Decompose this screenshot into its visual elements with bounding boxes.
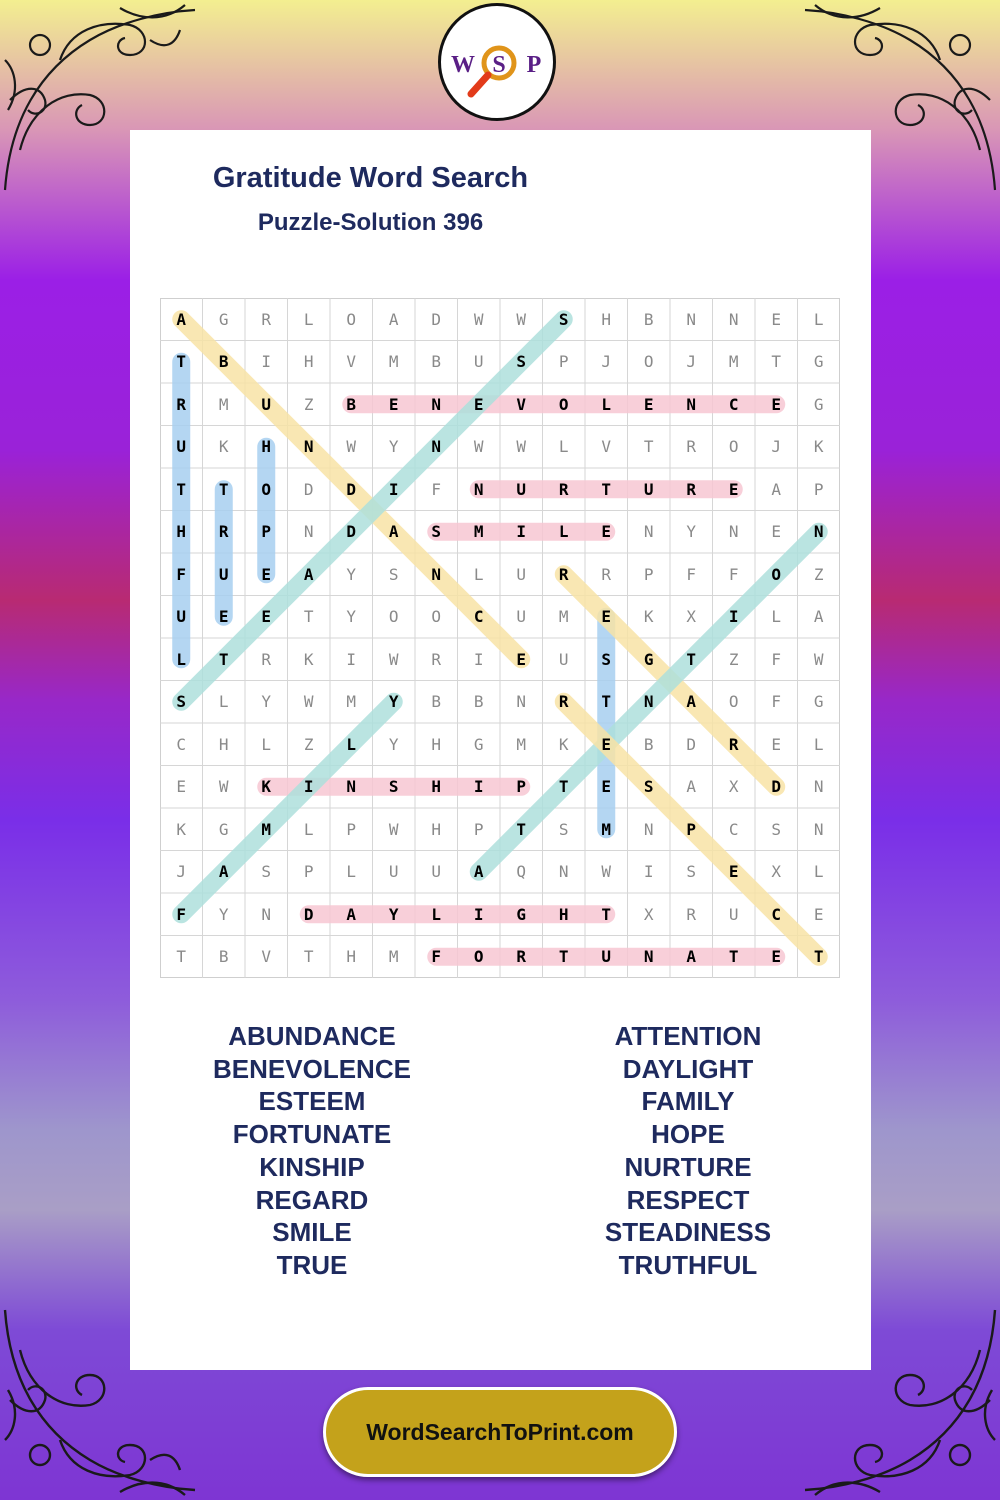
grid-cell: P [813,479,824,499]
word-list-item: ESTEEM [258,1086,366,1117]
grid-cell: A [388,309,399,329]
grid-cell: D [431,309,442,329]
grid-cell: X [686,607,697,627]
grid-cell: R [176,394,187,414]
grid-cell: H [558,904,569,924]
grid-cell: R [261,649,272,669]
wsp-logo [438,3,556,121]
grid-cell: U [261,394,272,414]
grid-cell: V [346,352,357,372]
grid-cell: W [388,819,399,839]
grid-cell: I [303,777,314,797]
grid-cell: M [473,522,484,542]
grid-cell: V [516,394,527,414]
grid-cell: K [303,649,314,669]
grid-cell: O [388,607,399,627]
grid-cell: K [176,819,187,839]
grid-cell: I [643,862,654,882]
word-list-left [162,1020,462,1282]
grid-cell: T [771,352,782,372]
grid-cell: A [771,479,782,499]
grid-cell: P [303,862,314,882]
grid-cell: T [516,819,527,839]
grid-cell: F [686,564,697,584]
grid-cell: A [813,607,824,627]
grid-cell: I [261,352,272,372]
grid-cell: G [813,352,824,372]
word-list-item: SMILE [272,1217,352,1248]
grid-cell: N [431,564,442,584]
grid-cell: N [813,522,824,542]
grid-cell: W [601,862,612,882]
grid-cell: A [346,904,357,924]
grid-cell: U [176,607,187,627]
grid-cell: G [643,649,654,669]
grid-cell: T [686,649,697,669]
grid-cell: H [261,437,272,457]
grid-cell: U [516,607,527,627]
word-list-item: TRUTHFUL [618,1249,758,1280]
grid-cell: N [643,522,654,542]
grid-cell: T [176,479,187,499]
grid-cell: S [388,564,399,584]
grid-cell: T [303,947,314,967]
grid-cell: A [176,309,187,329]
grid-cell: W [473,437,484,457]
grid-cell: J [686,352,697,372]
grid-cell: L [346,734,357,754]
grid-cell: S [601,649,612,669]
grid-cell: U [516,564,527,584]
grid-cell: E [261,607,272,627]
word-list-item: FAMILY [641,1086,735,1117]
puzzle-title: Gratitude Word Search [212,162,529,194]
grid-cell: N [516,692,527,712]
grid-cell: H [218,734,229,754]
grid-cell: E [261,564,272,584]
grid-cell: A [686,692,697,712]
grid-cell: T [601,479,612,499]
grid-cell: N [643,819,654,839]
grid-cell: D [771,777,782,797]
grid-cell: O [261,479,272,499]
grid-cell: U [431,862,442,882]
grid-cell: E [771,394,782,414]
grid-cell: E [728,862,739,882]
grid-cell: R [218,522,229,542]
grid-cell: I [473,904,484,924]
grid-cell: E [218,607,229,627]
grid-cell: E [771,734,782,754]
grid-cell: B [643,309,654,329]
grid-cell: E [601,522,612,542]
grid-cell: K [558,734,569,754]
grid-cell: E [813,904,824,924]
grid-cell: J [601,352,612,372]
grid-cell: W [813,649,824,669]
grid-cell: E [601,607,612,627]
grid-cell: L [601,394,612,414]
grid-cell: U [176,437,187,457]
word-list-item: DAYLIGHT [622,1053,754,1084]
logo-letter-s: S [492,52,506,78]
grid-cell: U [643,479,654,499]
grid-cell: N [728,522,739,542]
grid-cell: Y [346,607,357,627]
word-list-item: REGARD [255,1184,369,1215]
word-list-item: ATTENTION [614,1021,762,1051]
grid-cell: H [431,734,442,754]
grid-cell: N [686,394,697,414]
grid-cell: S [558,309,569,329]
grid-cell: E [771,947,782,967]
footer-website-text: WordSearchToPrint.com [366,1418,634,1445]
grid-cell: R [728,734,739,754]
grid-cell: L [813,734,824,754]
grid-cell: L [771,607,782,627]
grid-cell: W [388,649,399,669]
grid-cell: R [686,479,697,499]
grid-cell: I [388,479,399,499]
grid-cell: O [346,309,357,329]
grid-cell: E [516,649,527,669]
grid-cell: U [218,564,229,584]
word-list-right [538,1020,838,1282]
grid-cell: G [218,819,229,839]
grid-cell: O [431,607,442,627]
grid-cell: T [303,607,314,627]
grid-cell: N [303,522,314,542]
grid-cell: Z [303,734,314,754]
grid-cell: A [473,862,484,882]
grid-cell: T [218,649,229,669]
grid-cell: P [558,352,569,372]
grid-cell: T [728,947,739,967]
grid-cell: E [771,522,782,542]
grid-cell: L [431,904,442,924]
grid-cell: T [558,947,569,967]
grid-cell: U [473,352,484,372]
grid-cell: T [218,479,229,499]
word-list-item: NURTURE [624,1151,752,1182]
grid-cell: M [388,947,399,967]
grid-cell: S [643,777,654,797]
grid-cell: Z [813,564,824,584]
grid-cell: X [771,862,782,882]
grid-cell: Y [388,692,399,712]
grid-cell: F [771,649,782,669]
grid-cell: L [303,819,314,839]
grid-cell: A [388,522,399,542]
grid-cell: U [388,862,399,882]
grid-cell: L [303,309,314,329]
grid-cell: E [601,777,612,797]
grid-cell: I [473,777,484,797]
grid-cell: P [261,522,272,542]
grid-cell: B [643,734,654,754]
grid-cell: I [346,649,357,669]
grid-cell: J [771,437,782,457]
grid-cell: G [218,309,229,329]
grid-cell: V [601,437,612,457]
grid-cell: N [728,309,739,329]
grid-cell: Y [388,437,399,457]
grid-cell: W [303,692,314,712]
grid-cell: Q [516,862,527,882]
grid-cell: G [516,904,527,924]
grid-cell: O [771,564,782,584]
grid-cell: M [601,819,612,839]
grid-cell: E [388,394,399,414]
grid-cell: K [813,437,824,457]
grid-cell: P [643,564,654,584]
grid-cell: K [218,437,229,457]
grid-cell: M [728,352,739,372]
grid-cell: G [473,734,484,754]
grid-cell: D [346,522,357,542]
word-list-item: ABUNDANCE [228,1021,396,1051]
grid-cell: L [813,862,824,882]
grid-cell: W [473,309,484,329]
grid-cell: G [813,692,824,712]
grid-cell: L [261,734,272,754]
grid-cell: P [686,819,697,839]
grid-cell: G [813,394,824,414]
word-list-item: STEADINESS [604,1217,772,1248]
grid-cell: V [261,947,272,967]
grid-cell: B [218,352,229,372]
grid-cell: O [643,352,654,372]
grid-cell: J [176,862,187,882]
grid-cell: B [218,947,229,967]
grid-cell: L [558,437,569,457]
grid-cell: Y [388,734,399,754]
grid-cell: I [516,522,527,542]
grid-cell: U [728,904,739,924]
grid-cell: F [728,564,739,584]
grid-cell: T [558,777,569,797]
grid-cell: S [388,777,399,797]
grid-cell: C [176,734,187,754]
word-search-grid [160,298,840,978]
puzzle-subtitle: Puzzle-Solution 396 [257,209,484,236]
grid-cell: N [686,309,697,329]
grid-cell: H [176,522,187,542]
grid-cell: B [473,692,484,712]
grid-cell: A [686,777,697,797]
grid-cell: T [813,947,824,967]
logo-letter-p: P [526,52,542,78]
word-list-item: TRUE [276,1249,348,1280]
grid-cell: L [813,309,824,329]
grid-cell: R [261,309,272,329]
grid-cell: N [643,692,654,712]
grid-cell: Y [261,692,272,712]
grid-cell: N [473,479,484,499]
grid-cell: R [686,437,697,457]
grid-cell: P [473,819,484,839]
grid-cell: B [346,394,357,414]
grid-cell: B [431,352,442,372]
grid-cell: L [473,564,484,584]
grid-cell: T [643,437,654,457]
grid-cell: T [176,947,187,967]
grid-cell: R [601,564,612,584]
grid-cell: W [516,309,527,329]
grid-cell: O [473,947,484,967]
grid-cell: O [728,692,739,712]
grid-cell: E [176,777,187,797]
grid-cell: R [558,564,569,584]
grid-cell: D [303,479,314,499]
grid-cell: F [771,692,782,712]
grid-cell: S [261,862,272,882]
grid-cell: X [643,904,654,924]
grid-cell: O [728,437,739,457]
grid-cell: D [303,904,314,924]
grid-cell: C [728,394,739,414]
grid-cell: N [643,947,654,967]
grid-cell: T [601,692,612,712]
grid-cell: F [176,564,187,584]
grid-cell: S [558,819,569,839]
grid-cell: A [218,862,229,882]
grid-cell: B [431,692,442,712]
grid-cell: O [558,394,569,414]
grid-cell: N [303,437,314,457]
grid-cell: R [686,904,697,924]
grid-cell: M [346,692,357,712]
grid-cell: Z [303,394,314,414]
grid-cell: N [813,777,824,797]
grid-cell: C [728,819,739,839]
grid-cell: E [643,394,654,414]
grid-cell: F [176,904,187,924]
grid-cell: Z [728,649,739,669]
grid-cell: F [431,947,442,967]
grid-cell: L [176,649,187,669]
word-list-item: BENEVOLENCE [213,1053,411,1084]
grid-cell: S [516,352,527,372]
grid-cell: H [431,819,442,839]
grid-cell: X [728,777,739,797]
grid-cell: W [346,437,357,457]
grid-cell: N [813,819,824,839]
grid-cell: W [516,437,527,457]
grid-cell: M [218,394,229,414]
grid-cell: N [558,862,569,882]
grid-cell: H [346,947,357,967]
grid-cell: S [771,819,782,839]
footer-website-badge[interactable] [323,1387,677,1477]
grid-cell: T [176,352,187,372]
grid-cell: R [558,479,569,499]
grid-cell: Y [346,564,357,584]
grid-cell: P [346,819,357,839]
grid-cell: M [388,352,399,372]
grid-cell: U [516,479,527,499]
grid-cell: U [601,947,612,967]
grid-cell: L [218,692,229,712]
grid-cell: S [686,862,697,882]
grid-cell: U [558,649,569,669]
grid-cell: R [558,692,569,712]
grid-cell: W [218,777,229,797]
word-list-item: KINSHIP [259,1151,365,1182]
grid-cell: I [728,607,739,627]
grid-cell: T [601,904,612,924]
grid-cell: K [643,607,654,627]
grid-cell: L [346,862,357,882]
grid-cell: N [261,904,272,924]
grid-cell: S [176,692,187,712]
grid-cell: R [431,649,442,669]
grid-cell: S [431,522,442,542]
grid-cell: M [558,607,569,627]
grid-cell: K [261,777,272,797]
word-list-item: RESPECT [626,1184,750,1215]
grid-cell: C [473,607,484,627]
grid-cell: Y [388,904,399,924]
grid-cell: R [516,947,527,967]
grid-cell: L [558,522,569,542]
grid-cell: H [601,309,612,329]
grid-cell: E [601,734,612,754]
word-list-item: FORTUNATE [232,1119,392,1150]
grid-cell: Y [218,904,229,924]
grid-cell: E [771,309,782,329]
grid-cell: D [346,479,357,499]
word-list-item: HOPE [651,1119,725,1150]
grid-cell: D [686,734,697,754]
grid-cell: N [431,394,442,414]
grid-cell: M [261,819,272,839]
grid-cell: F [431,479,442,499]
letter-grid [160,298,840,978]
grid-cell: A [686,947,697,967]
grid-cell: M [516,734,527,754]
grid-cell: H [431,777,442,797]
logo-letter-w: W [451,52,475,78]
grid-cell: P [516,777,527,797]
grid-cell: C [771,904,782,924]
grid-cell: E [728,479,739,499]
grid-cell: N [346,777,357,797]
grid-cell: E [473,394,484,414]
grid-cell: Y [686,522,697,542]
grid-cell: I [473,649,484,669]
grid-cell: A [303,564,314,584]
grid-cell: H [303,352,314,372]
grid-cell: N [431,437,442,457]
